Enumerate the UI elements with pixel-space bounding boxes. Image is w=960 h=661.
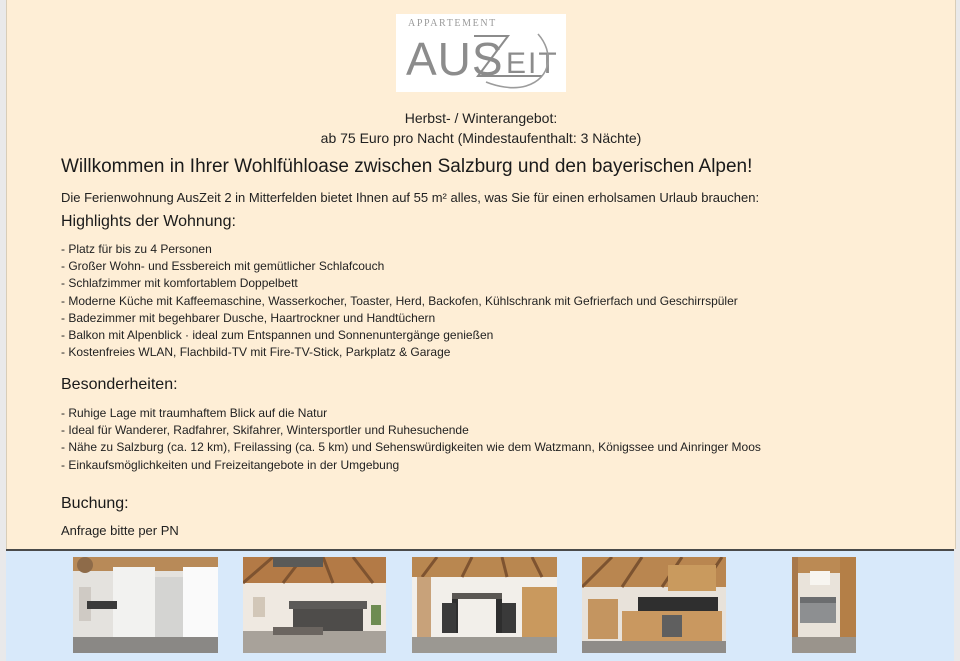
intro-text: Die Ferienwohnung AusZeit 2 in Mitterfelden bietet Ihnen auf 55 m² alles, was Sie für einen erholsamen Urlaub brauchen:: [61, 190, 760, 205]
kitchen-illustration: [582, 557, 726, 653]
highlights-heading: Highlights der Wohnung:: [61, 213, 236, 230]
special-list: [61, 405, 761, 474]
offer-price: ab 75 Euro pro Nacht (Mindestaufenthalt: 3 Nächte): [320, 130, 642, 146]
list-item: - Balkon mit Alpenblick · ideal zum Entspannen und Sonnenuntergänge genießen: [61, 328, 494, 343]
kitchen-photo[interactable]: [582, 557, 726, 653]
highlights-list: [61, 241, 738, 361]
list-item: - Schlafzimmer mit komfortablem Doppelbett: [61, 276, 298, 291]
list-item: - Platz für bis zu 4 Personen: [61, 242, 212, 256]
bedroom-photo[interactable]: [792, 557, 856, 653]
booking-heading: Buchung:: [61, 495, 129, 512]
bathroom-photo[interactable]: [73, 557, 218, 653]
list-item: - Moderne Küche mit Kaffeemaschine, Wasserkocher, Toaster, Herd, Backofen, Kühlschrank mit Gefrierfach und Geschirrspüler: [61, 293, 738, 308]
offer-title: Herbst- / Winterangebot:: [404, 110, 558, 126]
list-item: - Ideal für Wanderer, Radfahrer, Skifahrer, Wintersportler und Ruhesuchende: [61, 423, 469, 438]
logo-zeit-mark: [468, 22, 563, 90]
living-room-illustration: [243, 557, 386, 653]
list-item: - Nähe zu Salzburg (ca. 12 km), Freilassing (ca. 5 km) und Sehenswürdigkeiten wie dem Watzmann, Königssee und Ainringer Moos: [61, 440, 761, 455]
welcome-headline: Willkommen in Ihrer Wohlfühloase zwischen Salzburg und den bayerischen Alpen!: [61, 156, 753, 177]
list-item: - Großer Wohn- und Essbereich mit gemütlicher Schlafcouch: [61, 259, 385, 274]
photo-strip: [6, 551, 954, 661]
logo-text: AUS: [406, 33, 504, 85]
dining-area-photo[interactable]: [412, 557, 557, 653]
dining-illustration: [412, 557, 557, 653]
logo-subtitle: APPARTEMENT: [408, 18, 497, 29]
special-heading: Besonderheiten:: [61, 376, 178, 393]
info-panel: [6, 0, 956, 549]
auszeit-logo: [396, 14, 566, 92]
logo-eit-text: EIT: [506, 47, 559, 80]
living-room-photo[interactable]: [243, 557, 386, 653]
list-item: - Kostenfreies WLAN, Flachbild-TV mit Fire-TV-Stick, Parkplatz & Garage: [61, 345, 451, 360]
bedroom-illustration: [792, 557, 856, 653]
list-item: - Ruhige Lage mit traumhaftem Blick auf die Natur: [61, 406, 328, 420]
bathroom-illustration: [73, 557, 218, 653]
list-item: - Einkaufsmöglichkeiten und Freizeitangebote in der Umgebung: [61, 457, 400, 472]
booking-text: Anfrage bitte per PN: [61, 523, 179, 538]
list-item: - Badezimmer mit begehbarer Dusche, Haartrockner und Handtüchern: [61, 310, 436, 325]
